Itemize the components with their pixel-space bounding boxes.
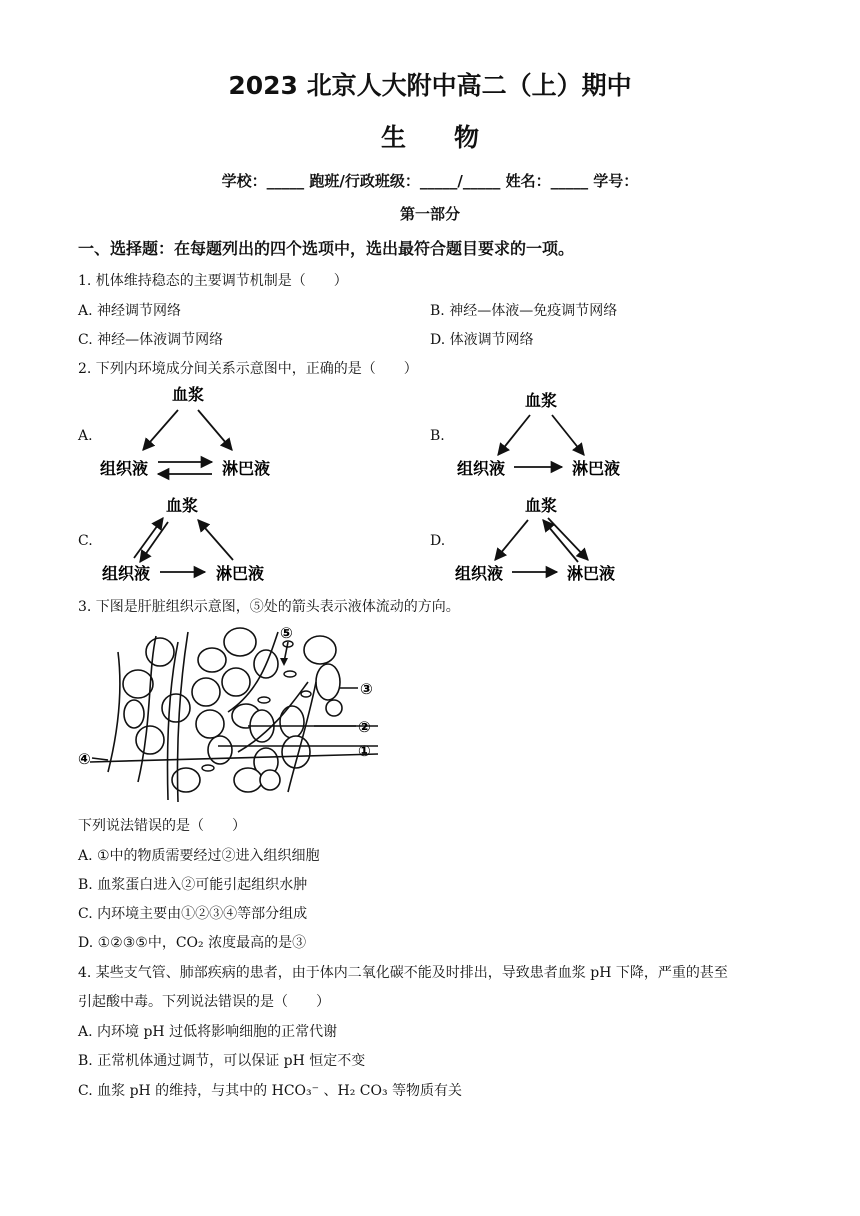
q4-option-c: C. 血浆 pH 的维持，与其中的 HCO₃⁻ 、H₂ CO₃ 等物质有关 — [78, 1083, 463, 1099]
q1-stem: 1. 机体维持稳态的主要调节机制是（ ） — [78, 273, 348, 289]
diagram-d-tissue: 组织液 — [454, 564, 504, 583]
student-info-line: 学校：_____ 跑班/行政班级：_____/_____ 姓名：_____ 学号： — [221, 172, 639, 190]
diagram-a-lymph: 淋巴液 — [221, 459, 271, 478]
label-2: ② — [358, 718, 371, 736]
q2-diagrams — [0, 0, 860, 600]
diagram-d-plasma: 血浆 — [524, 496, 558, 515]
q2-diagram-d — [455, 496, 615, 583]
subject-title: 生物 — [380, 123, 527, 152]
diagram-b-lymph: 淋巴液 — [571, 459, 621, 478]
q2-option-b: B. — [430, 428, 445, 444]
q4-stem-line2: 引起酸中毒。下列说法错误的是（ ） — [78, 994, 330, 1010]
diagram-d-lymph: 淋巴液 — [566, 564, 616, 583]
diagram-b-tissue: 组织液 — [456, 459, 506, 478]
label-1: ① — [358, 742, 371, 760]
liver-tissue-figure — [78, 622, 388, 802]
q2-option-c: C. — [78, 533, 93, 549]
section-heading: 一、选择题：在每题列出的四个选项中，选出最符合题目要求的一项。 — [78, 239, 575, 258]
q3-option-a: A. ①中的物质需要经过②进入组织细胞 — [78, 848, 320, 864]
diagram-a-tissue: 组织液 — [99, 459, 149, 478]
diagram-c-plasma: 血浆 — [165, 496, 199, 515]
part-heading: 第一部分 — [399, 205, 460, 223]
q2-option-d: D. — [430, 533, 446, 549]
q4-option-b: B. 正常机体通过调节，可以保证 pH 恒定不变 — [78, 1053, 366, 1069]
q2-option-a: A. — [78, 428, 93, 444]
label-5: ⑤ — [280, 624, 293, 642]
diagram-b-plasma: 血浆 — [524, 391, 558, 410]
q2-diagram-c — [102, 496, 264, 583]
q3-prompt: 下列说法错误的是（ ） — [78, 818, 246, 834]
q1-option-c: C. 神经—体液调节网络 — [78, 332, 224, 348]
q3-option-d: D. ①②③⑤中，CO₂ 浓度最高的是③ — [78, 935, 307, 951]
label-4: ④ — [78, 750, 91, 768]
diagram-a-plasma: 血浆 — [171, 385, 205, 404]
q1-option-b: B. 神经—体液—免疫调节网络 — [430, 303, 618, 319]
page-title: 2023 北京人大附中高二（上）期中 — [228, 71, 632, 100]
q3-stem: 3. 下图是肝脏组织示意图，⑤处的箭头表示液体流动的方向。 — [78, 599, 460, 615]
q2-diagram-a — [100, 385, 270, 478]
diagram-c-tissue: 组织液 — [101, 564, 151, 583]
diagram-c-lymph: 淋巴液 — [215, 564, 265, 583]
q2-stem: 2. 下列内环境成分间关系示意图中，正确的是（ ） — [78, 361, 418, 377]
q4-stem-line1: 4. 某些支气管、肺部疾病的患者，由于体内二氧化碳不能及时排出，导致患者血浆 pH 下降，严重的甚至 — [78, 965, 728, 981]
q3-option-c: C. 内环境主要由①②③④等部分组成 — [78, 906, 308, 922]
label-3: ③ — [360, 680, 373, 698]
q3-option-b: B. 血浆蛋白进入②可能引起组织水肿 — [78, 877, 308, 893]
q4-option-a: A. 内环境 pH 过低将影响细胞的正常代谢 — [78, 1024, 338, 1040]
q1-option-a: A. 神经调节网络 — [78, 303, 182, 319]
q2-diagram-b — [457, 391, 620, 478]
q1-option-d: D. 体液调节网络 — [430, 332, 534, 348]
